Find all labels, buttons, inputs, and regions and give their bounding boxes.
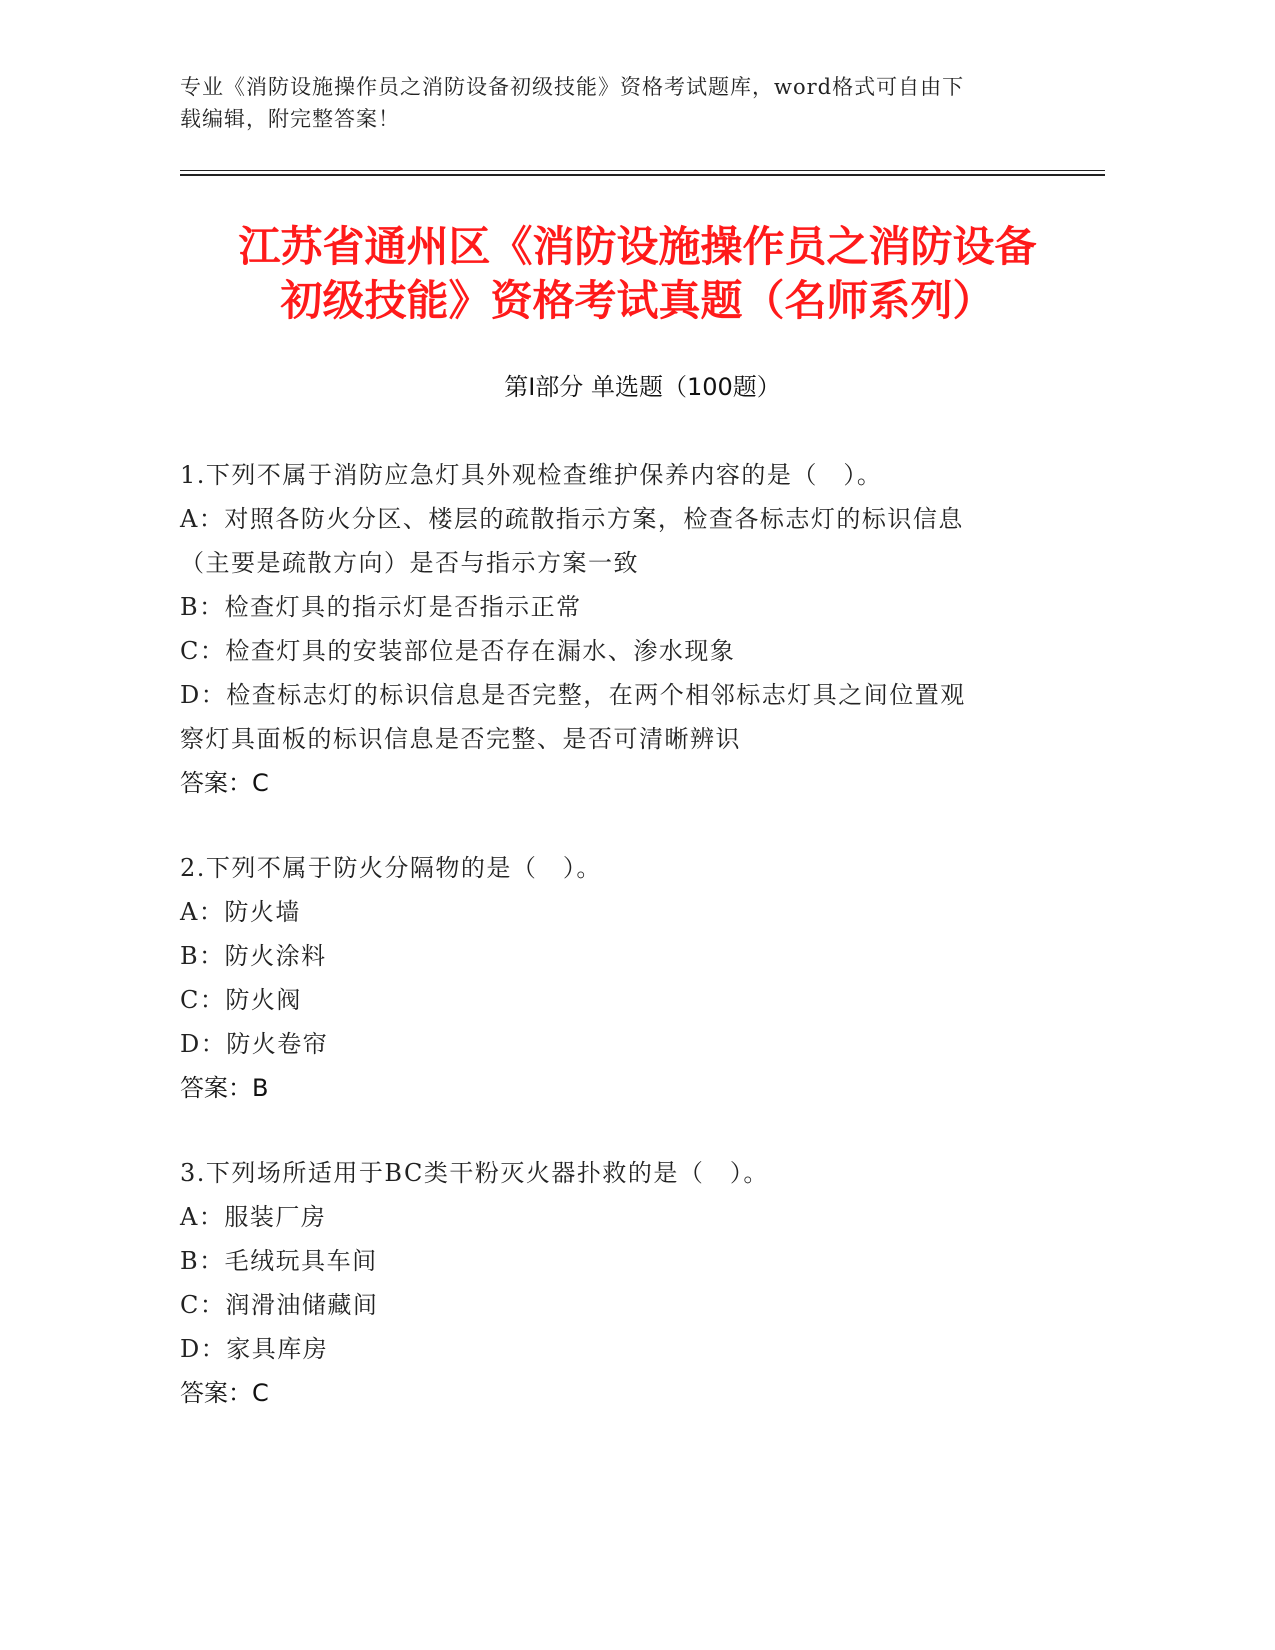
header-divider-thick <box>180 174 1105 176</box>
question-stem: 2.下列不属于防火分隔物的是（ ）。 <box>180 854 602 882</box>
option-d-continued: 察灯具面板的标识信息是否完整、是否可清晰辨识 <box>180 725 741 753</box>
section-title: 第Ⅰ部分 单选题（100题） <box>504 373 781 401</box>
answer: 答案：C <box>180 769 269 797</box>
question-stem: 1.下列不属于消防应急灯具外观检查维护保养内容的是（ ）。 <box>180 461 883 489</box>
option-a-continued: （主要是疏散方向）是否与指示方案一致 <box>180 549 639 577</box>
header-note-line-1: 专业《消防设施操作员之消防设备初级技能》资格考试题库，word格式可自由下 <box>180 75 965 99</box>
option-b: B：防火涂料 <box>180 942 327 970</box>
option-c: C：检查灯具的安装部位是否存在漏水、渗水现象 <box>180 637 736 665</box>
header-note-line-2: 载编辑，附完整答案！ <box>180 107 400 131</box>
option-c: C：防火阀 <box>180 986 302 1014</box>
option-d: D：防火卷帘 <box>180 1030 329 1058</box>
header-divider-thin <box>180 170 1105 171</box>
option-b: B：毛绒玩具车间 <box>180 1247 378 1275</box>
answer: 答案：C <box>180 1379 269 1407</box>
document-title-line-1: 江苏省通州区《消防设施操作员之消防设备 <box>238 222 1037 271</box>
option-a: A：服装厂房 <box>180 1203 327 1231</box>
question-3 <box>180 1151 1060 1415</box>
document-title-line-2: 初级技能》资格考试真题（名师系列） <box>280 276 995 325</box>
option-b: B：检查灯具的指示灯是否指示正常 <box>180 593 582 621</box>
question-2 <box>180 846 1060 1110</box>
document-title <box>150 220 1125 328</box>
header-note <box>180 71 1060 135</box>
question-stem: 3.下列场所适用于BC类干粉灭火器扑救的是（ ）。 <box>180 1159 769 1187</box>
option-c: C：润滑油储藏间 <box>180 1291 379 1319</box>
question-1 <box>180 453 1060 805</box>
option-a: A：对照各防火分区、楼层的疏散指示方案，检查各标志灯的标识信息 <box>180 505 964 533</box>
option-d: D：家具库房 <box>180 1335 329 1363</box>
option-d: D：检查标志灯的标识信息是否完整，在两个相邻标志灯具之间位置观 <box>180 681 966 709</box>
option-a: A：防火墙 <box>180 898 301 926</box>
answer: 答案：B <box>180 1074 269 1102</box>
